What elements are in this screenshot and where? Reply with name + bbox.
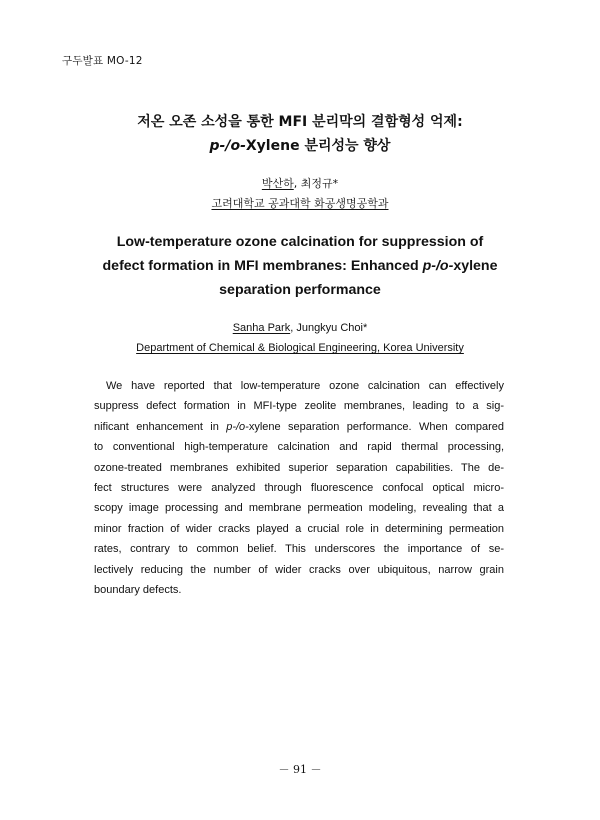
korean-affiliation: 고려대학교 공과대학 화공생명공학과 — [211, 197, 389, 210]
english-title — [0, 230, 600, 302]
abstract-line: boundary defects. — [94, 584, 182, 597]
abstract-line: fect structures were analyzed through fluorescence confocal optical micro- — [94, 482, 504, 495]
english-author-corresponding: Jungkyu Choi* — [296, 322, 368, 334]
english-title-line2 — [0, 254, 600, 278]
abstract-line3-post: xylene separation performance. When compared — [248, 420, 504, 433]
korean-author-separator: , — [293, 177, 301, 190]
korean-title-italic: p-/o- — [209, 138, 246, 154]
english-author-presenter: Sanha Park — [232, 322, 291, 334]
abstract-line — [94, 417, 504, 437]
korean-author-block — [0, 174, 600, 214]
abstract-line: scopy image processing and membrane permeation modeling, revealing that a — [94, 502, 504, 515]
abstract-line: lectively reducing the number of wider cracks over ubiquitous, narrow grain — [94, 563, 504, 576]
korean-title — [0, 110, 600, 158]
english-author-block — [0, 318, 600, 358]
korean-title-line2 — [0, 134, 600, 158]
abstract-line: rates, contrary to common belief. This underscores the importance of se- — [94, 543, 504, 556]
korean-title-rest: Xylene 분리성능 향상 — [245, 138, 391, 154]
page-number: － 91 － — [278, 763, 322, 776]
abstract-line3-italic: p-/o- — [226, 420, 249, 433]
english-affiliation: Department of Chemical & Biological Engineering, Korea University — [136, 342, 464, 354]
english-title-line1: Low-temperature ozone calcination for suppression of — [116, 234, 484, 250]
english-authors — [0, 318, 600, 338]
abstract-line: minor fraction of wider cracks played a crucial role in determining permeation — [94, 522, 504, 535]
abstract-line: We have reported that low-temperature ozone calcination can effectively — [106, 380, 504, 392]
english-title-line3: separation performance — [219, 282, 381, 298]
english-title-line2-pre: defect formation in MFI membranes: Enhanced — [102, 258, 423, 274]
abstract-line3-pre: nificant enhancement in — [94, 420, 227, 433]
korean-title-line1: 저온 오존 소성을 통한 MFI 분리막의 결함형성 억제: — [137, 114, 463, 130]
abstract-line: ozone-treated membranes exhibited superior separation capabilities. The de- — [94, 461, 504, 474]
abstract-line: suppress defect formation in MFI-type zeolite membranes, leading to a sig- — [94, 400, 504, 413]
korean-authors — [0, 174, 600, 194]
session-label: 구두발표 MO-12 — [62, 55, 143, 67]
english-title-italic: p-/o- — [422, 258, 454, 274]
abstract-line: to conventional high-temperature calcination and rapid thermal processing, — [94, 441, 504, 454]
english-title-line2-post: xylene — [453, 258, 498, 274]
korean-author-presenter: 박산하 — [261, 177, 294, 190]
english-author-separator: , — [290, 322, 297, 334]
korean-author-corresponding: 최정규* — [300, 177, 339, 190]
abstract-body — [94, 376, 504, 600]
